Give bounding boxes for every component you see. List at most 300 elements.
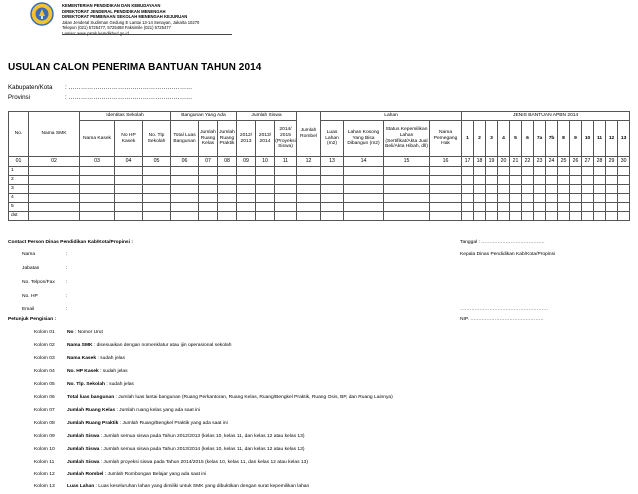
petunjuk-item: [67, 343, 231, 349]
table-row: [9, 203, 630, 212]
table-cell[interactable]: [486, 176, 498, 185]
table-cell[interactable]: [384, 203, 430, 212]
petunjuk-term: Nama Kasek: [67, 356, 97, 361]
row-number: 1: [9, 167, 29, 176]
header-ruang-praktik: Jumlah Ruang Praktik: [218, 121, 237, 157]
petunjuk-term: Jumlah Siswa: [67, 434, 100, 439]
table-cell[interactable]: [29, 212, 80, 221]
header-nama-kasek: Nama Kasek: [80, 121, 115, 157]
header-total-luas: Total Luas Bangunan: [171, 121, 199, 157]
table-cell[interactable]: [218, 167, 237, 176]
table-cell[interactable]: [171, 176, 199, 185]
contact-label: Jabatan: [22, 266, 40, 271]
table-cell[interactable]: [237, 194, 256, 203]
petunjuk-kolom: Kolom 11: [34, 460, 55, 465]
contact-label: Nama: [22, 252, 36, 257]
petunjuk-kolom: Kolom 12: [34, 472, 55, 477]
table-cell[interactable]: [618, 203, 630, 212]
table-cell[interactable]: [534, 167, 546, 176]
header-jenis-col: 8: [558, 121, 570, 157]
table-cell[interactable]: [321, 212, 344, 221]
petunjuk-item: [67, 472, 206, 478]
column-number: 03: [80, 157, 115, 167]
column-number: 30: [618, 157, 630, 167]
table-cell[interactable]: [321, 176, 344, 185]
row-number: 3: [9, 185, 29, 194]
petunjuk-term: Nama SMK: [67, 343, 93, 348]
header-jenis-col: 7a: [534, 121, 546, 157]
petunjuk-desc: : Jumlah luas lantai bangunan (Ruang Perkantoran, Ruang Kelas, Ruang/Bengkel Praktik, Ruang Osis, BP, dan Ruang Lainnya): [115, 395, 393, 400]
table-cell[interactable]: [582, 203, 594, 212]
table-cell[interactable]: [297, 185, 321, 194]
column-number: 12: [297, 157, 321, 167]
petunjuk-term: Jumlah Ruang Praktik: [67, 421, 119, 426]
letterhead-line: Laman: www.psmk.kemdikbud.go.id: [62, 30, 129, 36]
column-number: 23: [534, 157, 546, 167]
table-cell[interactable]: [344, 194, 384, 203]
petunjuk-desc: : Jumlah ruang kelas yang ada saat ini: [116, 408, 200, 413]
table-cell[interactable]: [171, 203, 199, 212]
table-cell[interactable]: [80, 194, 115, 203]
table-cell[interactable]: [384, 194, 430, 203]
table-cell[interactable]: [256, 167, 275, 176]
header-jenis-col: 13: [618, 121, 630, 157]
petunjuk-desc: : sudah jelas: [100, 369, 128, 374]
table-cell[interactable]: [344, 212, 384, 221]
table-cell[interactable]: [384, 185, 430, 194]
table-cell[interactable]: [618, 212, 630, 221]
table-cell[interactable]: [462, 203, 474, 212]
table-cell[interactable]: [115, 185, 143, 194]
table-cell[interactable]: [256, 194, 275, 203]
table-cell[interactable]: [29, 167, 80, 176]
table-cell[interactable]: [321, 194, 344, 203]
petunjuk-desc: : sudah jelas: [97, 356, 125, 361]
signature-date: Tanggal : …………………………………: [460, 240, 545, 245]
column-number: 11: [275, 157, 297, 167]
table-cell[interactable]: [558, 212, 570, 221]
table-cell[interactable]: [237, 167, 256, 176]
petunjuk-item: [67, 460, 308, 466]
header-jumlah-siswa: Jumlah Siswa: [237, 112, 297, 121]
table-cell[interactable]: [582, 167, 594, 176]
table-cell[interactable]: [344, 176, 384, 185]
table-cell[interactable]: [606, 212, 618, 221]
header-no-hp: No HP Kasek: [115, 121, 143, 157]
tut-wuri-handayani-logo: [30, 2, 54, 26]
table-cell[interactable]: [486, 185, 498, 194]
signature-nip: NIP. ………………………………………: [460, 317, 544, 322]
table-cell[interactable]: [115, 167, 143, 176]
petunjuk-kolom: Kolom 08: [34, 421, 55, 426]
column-number: 26: [570, 157, 582, 167]
table-cell[interactable]: [522, 185, 534, 194]
contact-label: No. Telpon/Fax: [22, 280, 55, 285]
table-cell[interactable]: [606, 203, 618, 212]
table-cell[interactable]: [486, 167, 498, 176]
column-number: 18: [474, 157, 486, 167]
table-cell[interactable]: [430, 167, 462, 176]
column-number: 10: [256, 157, 275, 167]
header-rombel: Jumlah Rombel: [297, 112, 321, 157]
header-ruang-kelas: Jumlah Ruang Kelas: [199, 121, 218, 157]
table-cell[interactable]: [115, 212, 143, 221]
letterhead-line: DIREKTORAT JENDERAL PENDIDIKAN MENENGAH: [62, 8, 166, 14]
table-cell[interactable]: [344, 185, 384, 194]
column-number: 09: [237, 157, 256, 167]
table-cell[interactable]: [171, 194, 199, 203]
column-number: 02: [29, 157, 80, 167]
table-cell[interactable]: [558, 185, 570, 194]
meta-value: : ……………………………………………………: [65, 94, 193, 101]
table-row: [9, 185, 630, 194]
row-number: dst: [9, 212, 29, 221]
column-number: 20: [498, 157, 510, 167]
table-cell[interactable]: [143, 176, 171, 185]
table-cell[interactable]: [498, 203, 510, 212]
table-cell[interactable]: [498, 212, 510, 221]
table-cell[interactable]: [594, 194, 606, 203]
table-cell[interactable]: [558, 176, 570, 185]
contact-label: No. HP: [22, 294, 38, 299]
petunjuk-item: [67, 395, 393, 401]
table-cell[interactable]: [171, 212, 199, 221]
header-2012: 2012/ 2013: [237, 121, 256, 157]
table-cell[interactable]: [275, 185, 297, 194]
row-number: 4: [9, 194, 29, 203]
meta-value: : ……………………………………………………: [65, 84, 193, 91]
column-number: 04: [115, 157, 143, 167]
table-cell[interactable]: [80, 212, 115, 221]
table-cell[interactable]: [199, 176, 218, 185]
table-cell[interactable]: [256, 185, 275, 194]
table-cell[interactable]: [29, 185, 80, 194]
petunjuk-item: [67, 382, 134, 388]
column-number: 21: [510, 157, 522, 167]
header-identitas: Identitas Sekolah: [80, 112, 171, 121]
table-cell[interactable]: [218, 194, 237, 203]
header-jenis-col: 10: [582, 121, 594, 157]
table-cell[interactable]: [534, 212, 546, 221]
table-cell[interactable]: [510, 203, 522, 212]
table-cell[interactable]: [297, 203, 321, 212]
header-jenis-col: 5: [510, 121, 522, 157]
petunjuk-item: [67, 421, 228, 427]
column-number: 07: [199, 157, 218, 167]
table-cell[interactable]: [143, 167, 171, 176]
table-cell[interactable]: [321, 167, 344, 176]
table-row: [9, 194, 630, 203]
column-number: 27: [582, 157, 594, 167]
table-cell[interactable]: [594, 185, 606, 194]
table-cell[interactable]: [522, 212, 534, 221]
table-cell[interactable]: [384, 212, 430, 221]
petunjuk-desc: : Luas keseluruhan lahan yang dimiliki untuk SMK yang dibuktikan dengan surat kepemilikan lahan: [95, 484, 310, 489]
table-cell[interactable]: [171, 167, 199, 176]
table-cell[interactable]: [143, 185, 171, 194]
table-cell[interactable]: [606, 194, 618, 203]
table-cell[interactable]: [618, 185, 630, 194]
table-cell[interactable]: [510, 194, 522, 203]
table-cell[interactable]: [275, 203, 297, 212]
table-cell[interactable]: [594, 212, 606, 221]
table-cell[interactable]: [558, 167, 570, 176]
table-cell[interactable]: [29, 176, 80, 185]
letterhead-text: [62, 3, 199, 37]
letterhead-line: Telepon (021) 5725477, 5725468 Faksimile (021) 5725477: [62, 25, 171, 31]
table-cell[interactable]: [430, 212, 462, 221]
letterhead-line: DIREKTORAT PEMBINAAN SEKOLAH MENENGAH KEJURUAN: [62, 14, 188, 20]
table-cell[interactable]: [546, 194, 558, 203]
table-cell[interactable]: [474, 167, 486, 176]
table-cell[interactable]: [486, 203, 498, 212]
table-cell[interactable]: [237, 176, 256, 185]
table-cell[interactable]: [594, 176, 606, 185]
table-cell[interactable]: [237, 185, 256, 194]
column-number: 25: [558, 157, 570, 167]
table-cell[interactable]: [498, 185, 510, 194]
header-status-lahan: Status Kepemilikan Lahan (Sertifikat/Akta Jual Beli/Akta Hibah, dll): [384, 121, 430, 157]
table-cell[interactable]: [534, 176, 546, 185]
table-cell[interactable]: [256, 203, 275, 212]
table-cell[interactable]: [80, 176, 115, 185]
table-cell[interactable]: [498, 176, 510, 185]
table-cell[interactable]: [321, 185, 344, 194]
column-number: 19: [486, 157, 498, 167]
table-cell[interactable]: [582, 176, 594, 185]
table-cell[interactable]: [546, 212, 558, 221]
header-no-tlp: No. Tlp Sekolah: [143, 121, 171, 157]
row-number: 2: [9, 176, 29, 185]
table-cell[interactable]: [570, 203, 582, 212]
table-cell[interactable]: [143, 203, 171, 212]
table-cell[interactable]: [430, 194, 462, 203]
table-cell[interactable]: [606, 185, 618, 194]
table-cell[interactable]: [474, 185, 486, 194]
table-cell[interactable]: [474, 212, 486, 221]
petunjuk-term: No. Tlp. Sekolah: [67, 382, 106, 387]
table-cell[interactable]: [594, 203, 606, 212]
contact-heading: Contact Person Dinas Pendidikan Kab/Kota/Propinsi :: [8, 240, 134, 245]
header-jenis-col: 7b: [546, 121, 558, 157]
column-number: 28: [594, 157, 606, 167]
table-cell[interactable]: [297, 212, 321, 221]
petunjuk-item: [67, 447, 304, 453]
letterhead-line: Jalan Jenderal Sudirman Gedung E Lantai 13-14 Senayan, Jakarta 10270: [62, 19, 200, 25]
column-number: 01: [9, 157, 29, 167]
petunjuk-item: [67, 484, 309, 490]
table-row: [9, 167, 630, 176]
table-cell[interactable]: [462, 185, 474, 194]
table-cell[interactable]: [80, 185, 115, 194]
table-cell[interactable]: [534, 203, 546, 212]
table-cell[interactable]: [582, 185, 594, 194]
table-cell[interactable]: [510, 212, 522, 221]
table-cell[interactable]: [618, 176, 630, 185]
table-cell[interactable]: [474, 203, 486, 212]
table-cell[interactable]: [115, 203, 143, 212]
petunjuk-desc: : sudah jelas: [106, 382, 134, 387]
table-cell[interactable]: [582, 212, 594, 221]
table-cell[interactable]: [199, 167, 218, 176]
header-lahan-kosong: Lahan Kosong Yang Bisa Dibangun (m2): [344, 121, 384, 157]
table-cell[interactable]: [80, 203, 115, 212]
header-luas-lahan: Luas Lahan (m2): [321, 121, 344, 157]
table-cell[interactable]: [462, 212, 474, 221]
document-title: USULAN CALON PENERIMA BANTUAN TAHUN 2014: [8, 62, 262, 73]
table-cell[interactable]: [510, 185, 522, 194]
table-cell[interactable]: [594, 167, 606, 176]
usulan-table: [8, 111, 630, 221]
contact-sep: :: [66, 266, 68, 271]
table-cell[interactable]: [462, 167, 474, 176]
table-cell[interactable]: [171, 185, 199, 194]
table-cell[interactable]: [29, 203, 80, 212]
table-cell[interactable]: [534, 194, 546, 203]
table-cell[interactable]: [510, 167, 522, 176]
header-jenis-col: 6: [522, 121, 534, 157]
table-cell[interactable]: [570, 212, 582, 221]
table-cell[interactable]: [297, 167, 321, 176]
table-cell[interactable]: [115, 194, 143, 203]
table-cell[interactable]: [275, 176, 297, 185]
table-cell[interactable]: [546, 185, 558, 194]
header-jenis-col: 11: [594, 121, 606, 157]
petunjuk-term: No. HP Kasek: [67, 369, 99, 374]
table-cell[interactable]: [570, 194, 582, 203]
contact-label: Email: [22, 307, 35, 312]
letterhead-divider: [62, 34, 232, 35]
table-cell[interactable]: [218, 176, 237, 185]
contact-sep: :: [66, 280, 68, 285]
petunjuk-item: [67, 330, 103, 336]
table-cell[interactable]: [143, 194, 171, 203]
table-cell[interactable]: [321, 203, 344, 212]
table-cell[interactable]: [199, 212, 218, 221]
table-cell[interactable]: [199, 185, 218, 194]
column-number: 22: [522, 157, 534, 167]
table-cell[interactable]: [474, 176, 486, 185]
table-cell[interactable]: [546, 176, 558, 185]
table-cell[interactable]: [582, 194, 594, 203]
table-cell[interactable]: [606, 176, 618, 185]
petunjuk-desc: : Jumlah Ruang/Bengkel Praktik yang ada saat ini: [119, 421, 228, 426]
petunjuk-term: No: [67, 330, 74, 335]
table-cell[interactable]: [546, 203, 558, 212]
signature-name-line: ………………………………………………: [460, 307, 549, 312]
table-cell[interactable]: [29, 194, 80, 203]
table-cell[interactable]: [199, 194, 218, 203]
table-cell[interactable]: [297, 176, 321, 185]
table-cell[interactable]: [486, 194, 498, 203]
table-cell[interactable]: [297, 194, 321, 203]
table-cell[interactable]: [522, 167, 534, 176]
table-cell[interactable]: [384, 167, 430, 176]
contact-sep: :: [66, 294, 68, 299]
table-cell[interactable]: [522, 176, 534, 185]
petunjuk-item: [67, 356, 125, 362]
contact-sep: :: [66, 252, 68, 257]
table-cell[interactable]: [218, 185, 237, 194]
petunjuk-item: [67, 434, 304, 440]
table-cell[interactable]: [430, 185, 462, 194]
table-cell[interactable]: [237, 203, 256, 212]
table-cell[interactable]: [344, 203, 384, 212]
petunjuk-kolom: Kolom 07: [34, 408, 55, 413]
header-jenis-col: 4: [498, 121, 510, 157]
table-cell[interactable]: [618, 194, 630, 203]
table-cell[interactable]: [275, 212, 297, 221]
petunjuk-term: Jumlah Siswa: [67, 460, 100, 465]
header-2013: 2013/ 2014: [256, 121, 275, 157]
table-cell[interactable]: [522, 194, 534, 203]
meta-provinsi: [8, 94, 192, 101]
table-cell[interactable]: [199, 203, 218, 212]
table-cell[interactable]: [256, 212, 275, 221]
petunjuk-kolom: Kolom 13: [34, 484, 55, 489]
petunjuk-term: Jumlah Ruang Kelas: [67, 408, 116, 413]
table-cell[interactable]: [256, 176, 275, 185]
header-nama-smk: Nama SMK: [29, 112, 80, 157]
column-number: 14: [344, 157, 384, 167]
petunjuk-desc: : Jumlah semua siswa pada Tahun 2012/2013 (kelas 10, kelas 11, dan kelas 12 atau kelas 13): [100, 434, 305, 439]
table-cell[interactable]: [486, 212, 498, 221]
petunjuk-desc: : Jumlah semua siswa pada Tahun 2013/2014 (kelas 10, kelas 11, dan kelas 12 atau kelas 13): [100, 447, 305, 452]
table-cell[interactable]: [344, 167, 384, 176]
column-number: 29: [606, 157, 618, 167]
table-cell[interactable]: [522, 203, 534, 212]
table-cell[interactable]: [570, 185, 582, 194]
table-cell[interactable]: [558, 203, 570, 212]
header-jenis-col: 9: [570, 121, 582, 157]
table-cell[interactable]: [462, 176, 474, 185]
table-cell[interactable]: [430, 176, 462, 185]
meta-label: Provinsi: [8, 94, 31, 101]
table-cell[interactable]: [498, 194, 510, 203]
table-cell[interactable]: [570, 167, 582, 176]
table-cell[interactable]: [275, 167, 297, 176]
petunjuk-kolom: Kolom 09: [34, 434, 55, 439]
table-cell[interactable]: [462, 194, 474, 203]
table-cell[interactable]: [606, 167, 618, 176]
header-jenis-col: 1: [462, 121, 474, 157]
table-cell[interactable]: [546, 167, 558, 176]
table-cell[interactable]: [384, 176, 430, 185]
table-cell[interactable]: [237, 212, 256, 221]
table-cell[interactable]: [534, 185, 546, 194]
table-cell[interactable]: [498, 167, 510, 176]
table-cell[interactable]: [618, 167, 630, 176]
table-cell[interactable]: [474, 194, 486, 203]
row-number: 5: [9, 203, 29, 212]
table-cell[interactable]: [143, 212, 171, 221]
table-cell[interactable]: [218, 203, 237, 212]
table-row: [9, 212, 630, 221]
table-cell[interactable]: [80, 167, 115, 176]
table-cell[interactable]: [430, 203, 462, 212]
header-bangunan: Bangunan Yang Ada: [171, 112, 237, 121]
table-cell[interactable]: [570, 176, 582, 185]
table-cell[interactable]: [115, 176, 143, 185]
petunjuk-kolom: Kolom 03: [34, 356, 55, 361]
petunjuk-item: [67, 408, 200, 414]
petunjuk-kolom: Kolom 05: [34, 382, 55, 387]
petunjuk-kolom: Kolom 10: [34, 447, 55, 452]
table-cell[interactable]: [558, 194, 570, 203]
table-cell[interactable]: [510, 176, 522, 185]
table-cell[interactable]: [218, 212, 237, 221]
table-cell[interactable]: [275, 194, 297, 203]
